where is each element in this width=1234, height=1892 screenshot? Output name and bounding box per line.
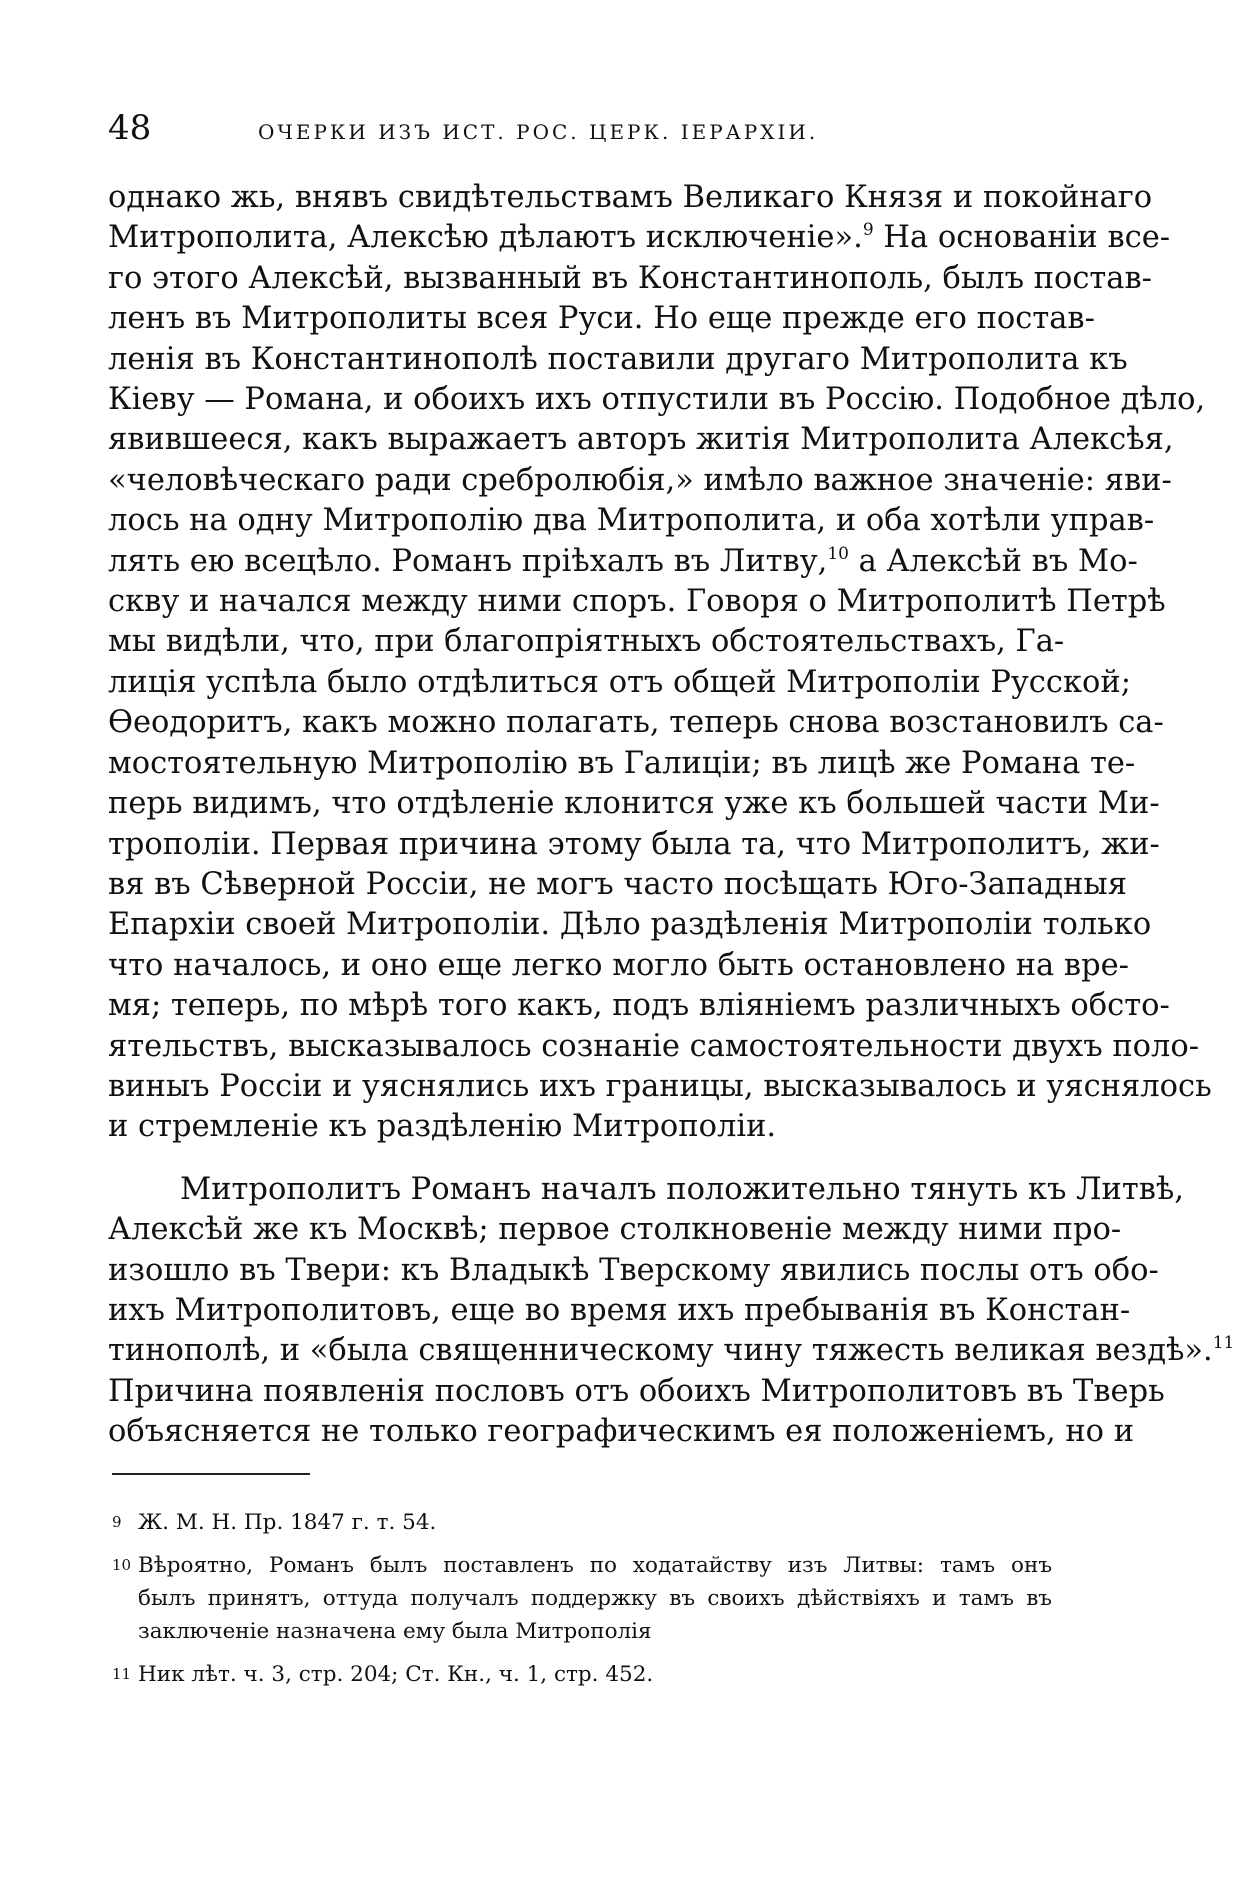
footnote xyxy=(112,1549,1052,1648)
footnote-line: Ник лѣт. ч. 3, стр. 204; Ст. Кн., ч. 1, стр. 452. xyxy=(138,1662,654,1687)
footnote xyxy=(112,1658,1052,1691)
text-line xyxy=(108,340,1128,380)
footnote-divider xyxy=(112,1473,310,1475)
line-text: ленъ въ Митрополиты всея Руси. Но еще прежде его постав- xyxy=(108,301,1095,337)
text-line xyxy=(108,865,1127,905)
paragraph xyxy=(108,1170,1234,1453)
footnote-line: Вѣроятно, Романъ былъ поставленъ по ходатайству изъ Литвы: тамъ онъ xyxy=(138,1553,1052,1578)
footnote-line: былъ принятъ, оттуда получалъ поддержку въ своихъ дѣйствіяхъ и тамъ въ xyxy=(138,1586,1052,1611)
footnote-mark: 10 xyxy=(112,1556,132,1574)
line-text: Кіеву — Романа, и обоихъ ихъ отпустили въ Россію. Подобное дѣло, xyxy=(108,382,1206,418)
text-line xyxy=(108,1331,1234,1371)
line-text: тинополѣ, и «была священническому чину тяжесть великая вездѣ». xyxy=(108,1333,1213,1369)
text-line xyxy=(108,986,1170,1026)
line-text: трополіи. Первая причина этому была та, что Митрополитъ, жи- xyxy=(108,826,1160,862)
text-line xyxy=(108,420,1174,460)
body-text xyxy=(108,178,1234,1453)
footnote-ref: 9 xyxy=(862,220,874,241)
text-line xyxy=(108,622,1065,662)
line-text: ятельствъ, высказывалось сознаніе самостоятельности двухъ поло- xyxy=(108,1028,1200,1064)
text-line xyxy=(108,299,1095,339)
text-line xyxy=(108,501,1155,541)
line-text: Епархіи своей Митрополіи. Дѣло раздѣленія Митрополіи только xyxy=(108,907,1152,943)
running-title: ОЧЕРКИ ИЗЪ ИСТ. РОС. ЦЕРК. IЕРАРХIИ. xyxy=(258,120,819,144)
text-line xyxy=(108,946,1129,986)
text-line xyxy=(108,703,1164,743)
text-line xyxy=(108,663,1132,703)
line-text: ленія въ Константинополѣ поставили другаго Митрополита къ xyxy=(108,341,1128,377)
text-line xyxy=(108,461,1172,501)
line-text: явившееся, какъ выражаетъ авторъ житія Митрополита Алексѣя, xyxy=(108,422,1174,458)
text-line xyxy=(108,542,1138,582)
text-line xyxy=(108,1372,1165,1412)
line-text: а Алексѣй въ Мо- xyxy=(848,543,1138,579)
footnotes xyxy=(112,1506,1052,1691)
text-line xyxy=(108,1027,1200,1067)
footnote xyxy=(112,1506,1052,1539)
paragraph xyxy=(108,178,1212,1148)
line-text: вя въ Сѣверной Россіи, не могъ часто посѣщать Юго-Западныя xyxy=(108,866,1127,902)
text-line xyxy=(108,1210,1122,1250)
text-line xyxy=(108,1107,1048,1147)
footnote-ref: 11 xyxy=(1212,1333,1234,1354)
footnote-text xyxy=(138,1549,1052,1648)
text-line xyxy=(108,905,1152,945)
text-line xyxy=(108,259,1152,299)
text-line xyxy=(108,1067,1212,1107)
footnote-text xyxy=(138,1506,1052,1539)
text-line xyxy=(108,825,1160,865)
footnote-mark: 11 xyxy=(112,1665,132,1683)
line-text: изошло въ Твери: къ Владыкѣ Тверскому явились послы отъ обо- xyxy=(108,1252,1159,1288)
text-line xyxy=(108,582,1166,622)
text-line xyxy=(108,1291,1131,1331)
footnote-line: Ж. М. Н. Пр. 1847 г. т. 54. xyxy=(138,1510,437,1535)
line-text: что началось, и оно еще легко могло быть остановлено на вре- xyxy=(108,947,1129,983)
text-line xyxy=(108,1251,1159,1291)
line-text: и стремленіе къ раздѣленію Митрополіи. xyxy=(108,1109,777,1145)
line-text: Митрополитъ Романъ началъ положительно тянуть къ Литвѣ, xyxy=(180,1171,1184,1207)
line-text: «человѣческаго ради сребролюбія,» имѣло важное значеніе: яви- xyxy=(108,462,1172,498)
footnote-mark: 9 xyxy=(112,1513,122,1531)
text-line xyxy=(108,218,1171,258)
line-text: виныъ Россіи и уяснялись ихъ границы, высказывалось и уяснялось xyxy=(108,1068,1212,1104)
line-text: Причина появленія пословъ отъ обоихъ Митрополитовъ въ Тверь xyxy=(108,1373,1165,1409)
line-text: объясняется не только географическимъ ея положеніемъ, но и xyxy=(108,1414,1135,1450)
paragraph-gap xyxy=(108,1148,1048,1170)
line-text: скву и начался между ними споръ. Говоря о Митрополитѣ Петрѣ xyxy=(108,584,1166,620)
line-text: Митрополита, Алексѣю дѣлаютъ исключеніе». xyxy=(108,220,863,256)
line-text: мы видѣли, что, при благопріятныхъ обстоятельствахъ, Га- xyxy=(108,624,1065,660)
line-text: лиція успѣла было отдѣлиться отъ общей Митрополіи Русской; xyxy=(108,664,1132,700)
text-line xyxy=(108,380,1206,420)
line-text: лять ею всецѣло. Романъ пріѣхалъ въ Литву, xyxy=(108,543,828,579)
line-text: Алексѣй же къ Москвѣ; первое столкновеніе между ними про- xyxy=(108,1212,1122,1248)
page-number: 48 xyxy=(108,108,152,148)
text-line xyxy=(108,1412,1135,1452)
page-header xyxy=(108,108,888,148)
line-text: мя; теперь, по мѣрѣ того какъ, подъ вліяніемъ различныхъ обсто- xyxy=(108,988,1170,1024)
text-line xyxy=(108,784,1160,824)
text-line xyxy=(108,1170,1184,1210)
footnote-text xyxy=(138,1658,1052,1691)
line-text: лось на одну Митрополію два Митрополита, и оба хотѣли управ- xyxy=(108,503,1155,539)
line-text: перь видимъ, что отдѣленіе клонится уже къ большей части Ми- xyxy=(108,786,1160,822)
line-text: Ѳеодоритъ, какъ можно полагать, теперь снова возстановилъ са- xyxy=(108,705,1164,741)
line-text: го этого Алексѣй, вызванный въ Константинополь, былъ постав- xyxy=(108,260,1152,296)
footnote-line: заключеніе назначена ему была Митрополія xyxy=(138,1619,652,1644)
text-line xyxy=(108,744,1136,784)
line-text: однако жь, внявъ свидѣтельствамъ Великаго Князя и покойнаго xyxy=(108,180,1153,215)
line-text: ихъ Митрополитовъ, еще во время ихъ пребыванія въ Констан- xyxy=(108,1292,1131,1328)
line-text: На основаніи все- xyxy=(873,220,1171,256)
footnote-ref: 10 xyxy=(827,543,849,564)
line-text: мостоятельную Митрополію въ Галиціи; въ лицѣ же Романа те- xyxy=(108,745,1136,781)
text-line xyxy=(108,178,1153,218)
